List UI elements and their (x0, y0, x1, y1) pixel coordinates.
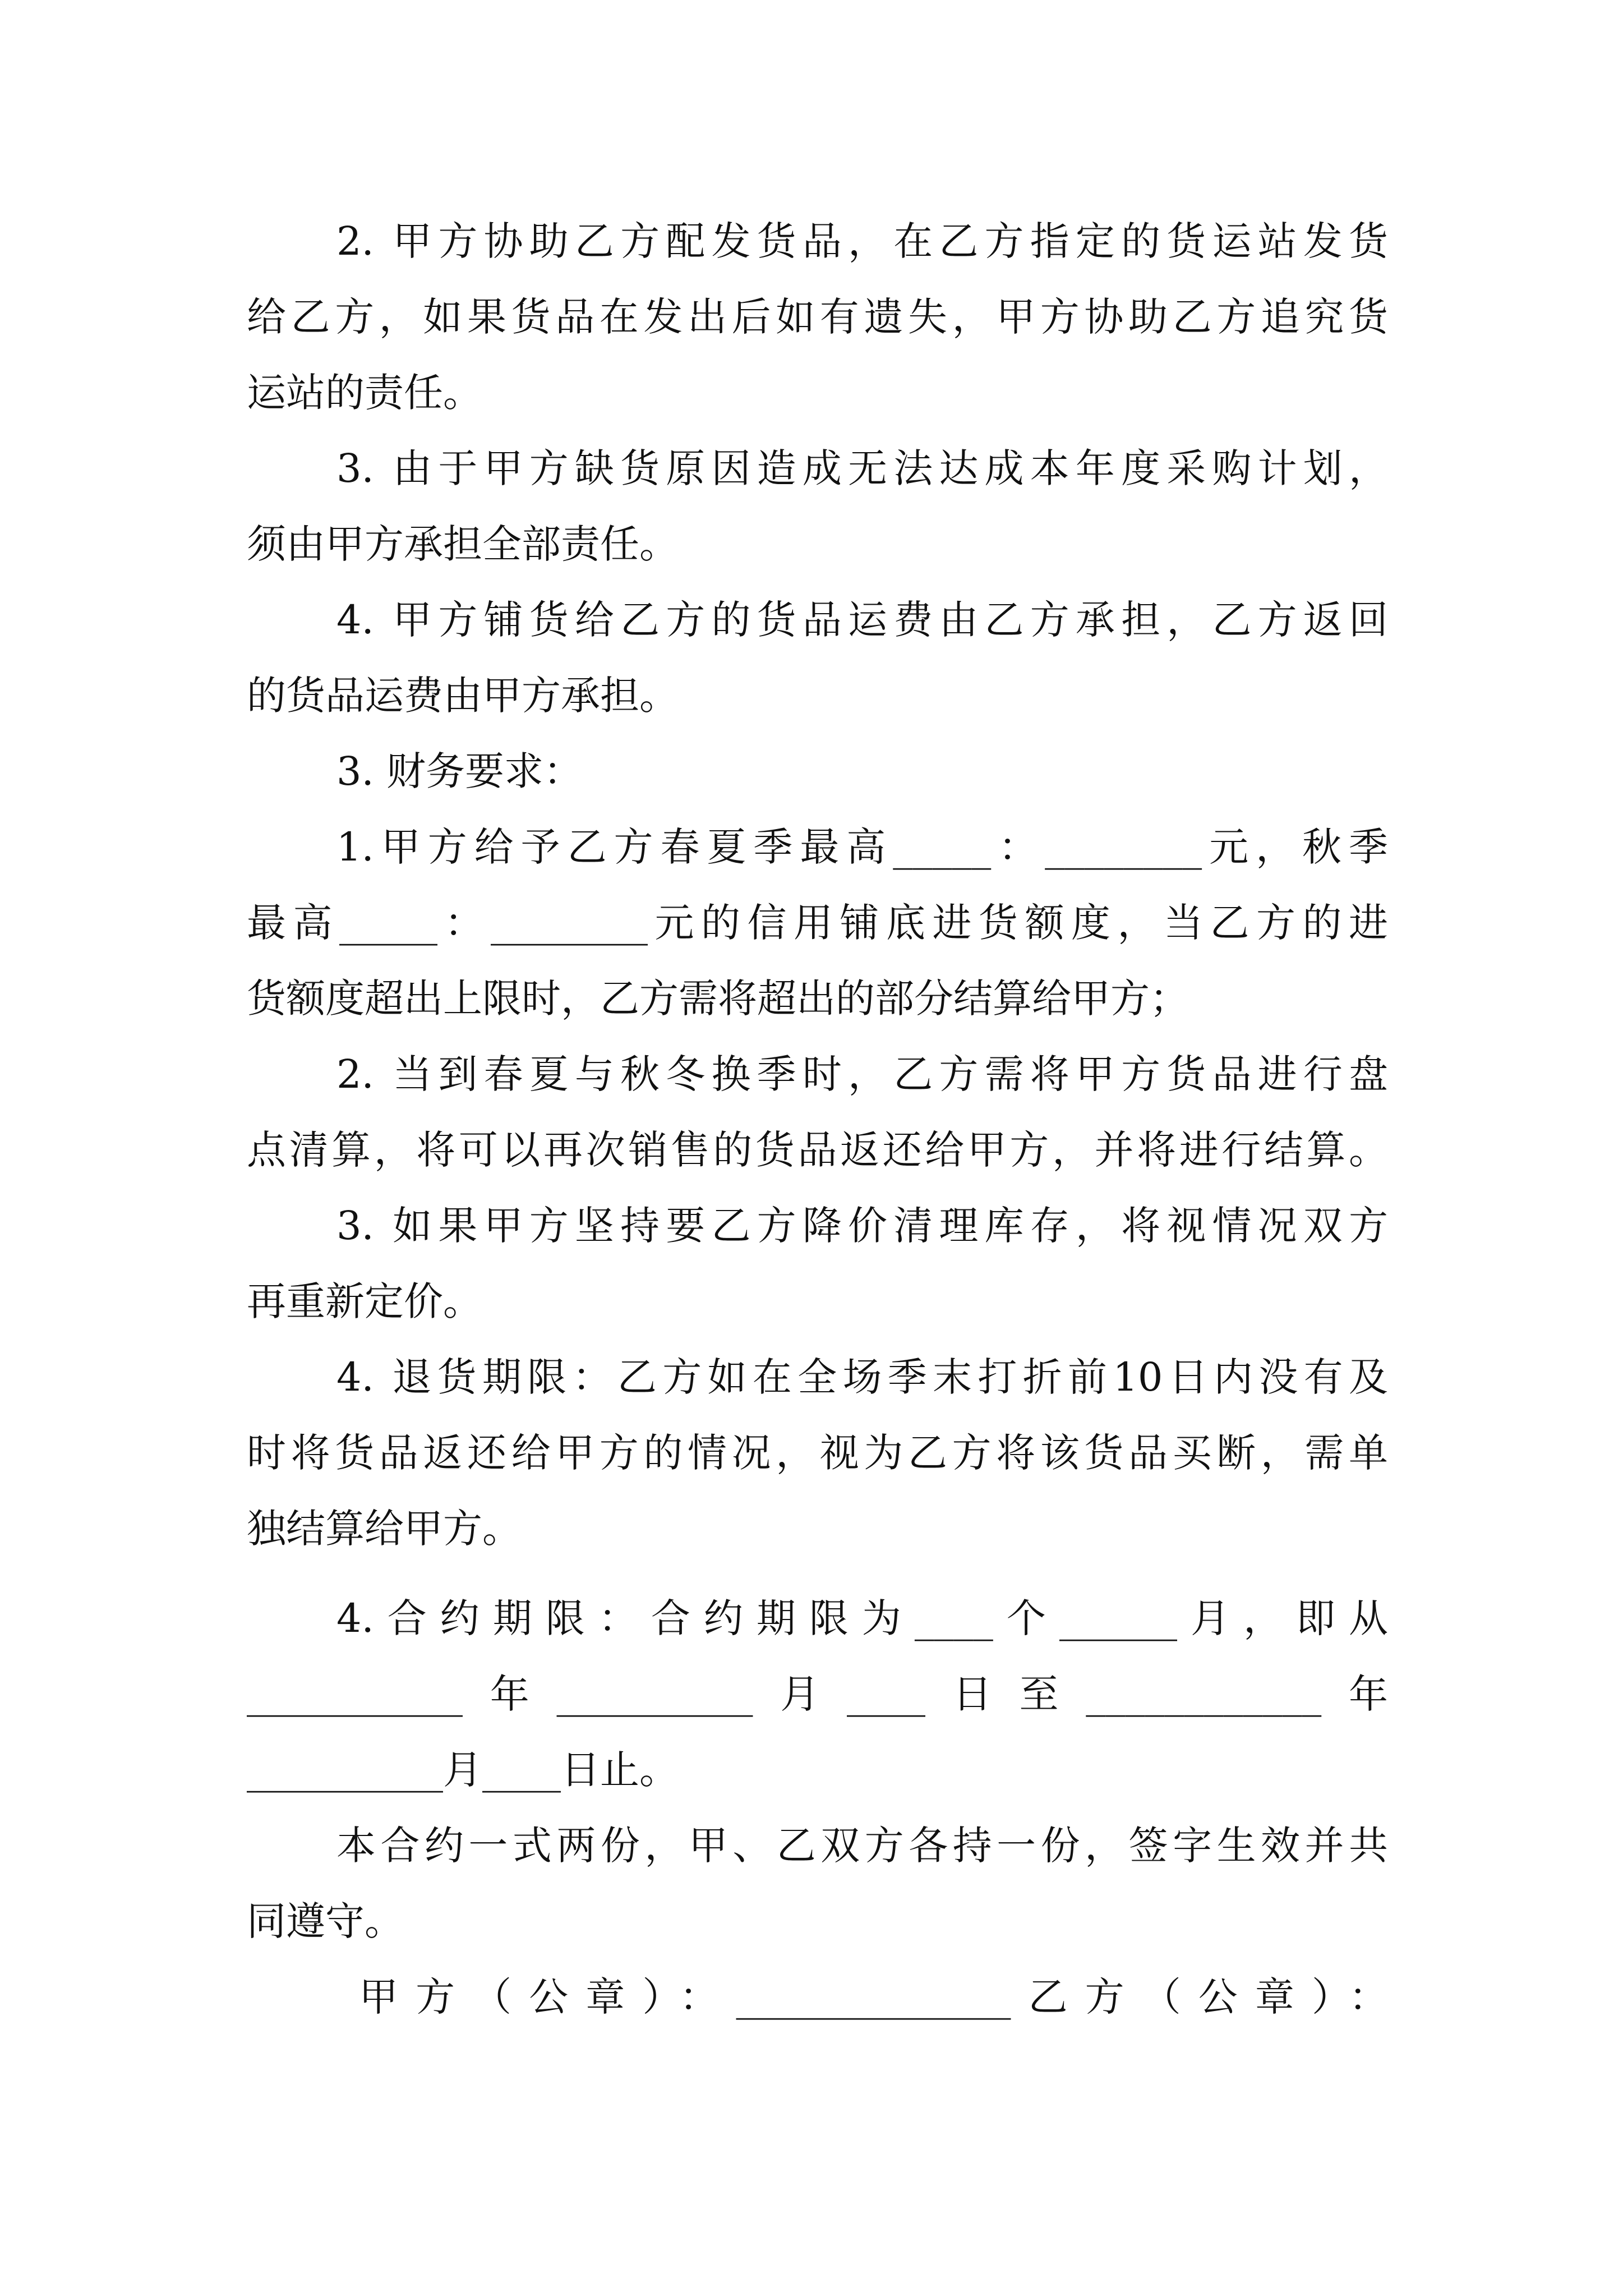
clause-line-1: 2. 甲方协助乙方配发货品，在乙方指定的货运站发货 (336, 218, 1388, 264)
closing-line-2: 同遵守。 (247, 1898, 404, 1944)
clause-line-6: 4. 甲方铺货给乙方的货品运费由乙方承担，乙方返回 (336, 597, 1388, 643)
clause-line-9: 最高_____：________元的信用铺底进货额度，当乙方的进 (247, 900, 1388, 946)
clause-line-17: 独结算给甲方。 (247, 1506, 522, 1552)
closing-line-1: 本合约一式两份，甲、乙双方各持一份，签字生效并共 (336, 1823, 1388, 1869)
clause-line-12: 点清算，将可以再次销售的货品返还给甲方，并将进行结算。 (247, 1127, 1388, 1173)
signature-line: 甲方（公章）：______________乙方（公章）： (359, 1974, 1388, 2020)
clause-line-7: 的货品运费由甲方承担。 (247, 673, 679, 719)
clause-line-16: 时将货品返还给甲方的情况，视为乙方将该货品买断，需单 (247, 1430, 1388, 1476)
clause-line-8: 1.甲方给予乙方春夏季最高_____：________元，秋季 (336, 824, 1388, 870)
clause-line-15: 4. 退货期限：乙方如在全场季末打折前10日内没有及 (336, 1354, 1388, 1400)
clause-line-11: 2. 当到春夏与秋冬换季时，乙方需将甲方货品进行盘 (336, 1051, 1388, 1097)
clause-line-2: 给乙方，如果货品在发出后如有遗失，甲方协助乙方追究货 (247, 294, 1388, 340)
clause-line-5: 须由甲方承担全部责任。 (247, 521, 679, 567)
contract-term-line-1: 4.合约期限：合约期限为____个______月，即从 (336, 1595, 1388, 1641)
clause-line-13: 3. 如果甲方坚持要乙方降价清理库存，将视情况双方 (336, 1203, 1388, 1249)
clause-line-3: 运站的责任。 (247, 370, 482, 416)
section-heading-finance: 3. 财务要求： (336, 748, 583, 794)
contract-term-line-2: ___________年__________月____日至____________年 (247, 1671, 1388, 1717)
clause-line-14: 再重新定价。 (247, 1278, 482, 1324)
clause-line-4: 3. 由于甲方缺货原因造成无法达成本年度采购计划， (336, 445, 1388, 491)
clause-line-10: 货额度超出上限时，乙方需将超出的部分结算给甲方； (247, 976, 1189, 1022)
contract-term-line-3: __________月____日止。 (247, 1747, 679, 1793)
